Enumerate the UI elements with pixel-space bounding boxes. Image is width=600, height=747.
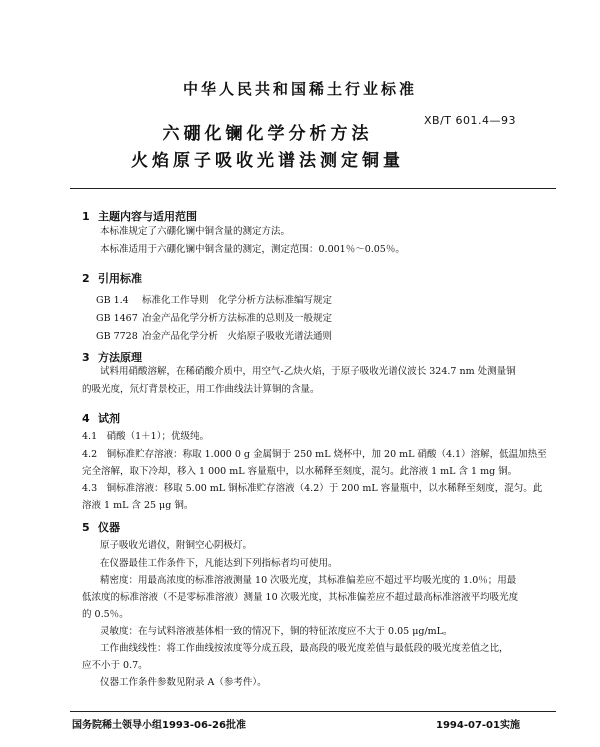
linearity-line-1: 工作曲线线性：将工作曲线按浓度等分成五段，最高段的吸光度差值与最低段的吸光度差值之比， [100,643,509,654]
reference-code: GB 7728 [96,331,138,342]
header-divider [70,188,556,189]
section-title: 引用标准 [98,272,142,285]
approval-statement: 国务院稀土领导小组1993-06-26批准 [72,720,246,731]
standard-type-heading: 中华人民共和国稀土行业标准 [182,80,417,98]
section-number: 3 [82,351,90,364]
precision-line-3: 的 0.5％。 [82,609,129,620]
reagent-4-3-line-2: 溶液 1 mL 含 25 μg 铜。 [82,500,194,511]
document-title-line2: 火焰原子吸收光谱法测定铜量 [131,151,404,171]
section-1-paragraph-2: 本标准适用于六硼化镧中铜含量的测定，测定范围：0.001％～0.05％。 [100,244,405,255]
section-title: 主题内容与适用范围 [98,210,197,223]
section-number: 1 [82,210,90,223]
section-1-paragraph-1: 本标准规定了六硼化镧中铜含量的测定方法。 [100,226,291,237]
reference-code: GB 1.4 [96,295,129,306]
linearity-line-2: 应不小于 0.7。 [82,660,148,671]
precision-line-1: 精密度：用最高浓度的标准溶液测量 10 次吸光度，其标准偏差应不超过平均吸光度的 1.0％；用最 [100,575,517,586]
footer-divider [70,711,556,712]
sensitivity-line: 灵敏度：在与试料溶液基体相一致的情况下，铜的特征浓度应不大于 0.05 μg/mL。 [100,626,453,637]
effective-date: 1994-07-01实施 [436,720,520,731]
standard-number: XB/T 601.4—93 [424,114,516,127]
section-4-heading [82,410,120,426]
section-number: 4 [82,412,90,425]
section-number: 5 [82,521,90,534]
section-5-paragraph-2: 在仪器最佳工作条件下，凡能达到下列指标者均可使用。 [100,558,338,569]
reference-row [96,328,332,342]
section-title: 试剂 [98,412,120,425]
reference-row [96,310,332,324]
reagent-4-3-line-1: 4.3 铜标准溶液：移取 5.00 mL 铜标准贮存溶液（4.2）于 200 mL 容量瓶中，以水稀释至刻度，混匀。此 [82,483,543,494]
section-5-heading [82,519,120,535]
reference-title: 标准化工作导则 化学分析方法标准编写规定 [142,295,333,306]
section-number: 2 [82,272,90,285]
reference-title: 冶金产品化学分析 火焰原子吸收光谱法通则 [142,331,333,342]
reagent-4-2-line-1: 4.2 铜标准贮存溶液：称取 1.000 0 g 金属铜于 250 mL 烧杯中，加 20 mL 硝酸（4.1）溶解，低温加热至 [82,449,547,460]
reagent-4-1: 4.1 硝酸（1＋1）；优级纯。 [82,431,209,442]
reference-code: GB 1467 [96,313,138,324]
reference-row [96,292,332,306]
section-title: 方法原理 [98,351,142,364]
reference-title: 冶金产品化学分析方法标准的总则及一般规定 [142,313,333,324]
section-5-paragraph-1: 原子吸收光谱仪，附铜空心阴极灯。 [100,540,253,551]
section-2-heading [82,270,142,286]
section-3-line-1: 试料用硝酸溶解，在稀硝酸介质中，用空气-乙炔火焰，于原子吸收光谱仪波长 324.7 nm 处测量铜 [100,366,516,377]
precision-line-2: 低浓度的标准溶液（不是零标准溶液）测量 10 次吸光度，其标准偏差应不超过最高标准溶液平均吸光度 [82,592,519,603]
document-title-line1: 六硼化镧化学分析方法 [162,124,373,144]
instrument-conditions-line: 仪器工作条件参数见附录 A（参考件）。 [100,677,267,688]
section-3-line-2: 的吸光度，氘灯背景校正，用工作曲线法计算铜的含量。 [82,384,320,395]
reagent-4-2-line-2: 完全溶解，取下冷却，移入 1 000 mL 容量瓶中，以水稀释至刻度，混匀。此溶液 1 mL 含 1 mg 铜。 [82,466,518,477]
section-title: 仪器 [98,521,120,534]
